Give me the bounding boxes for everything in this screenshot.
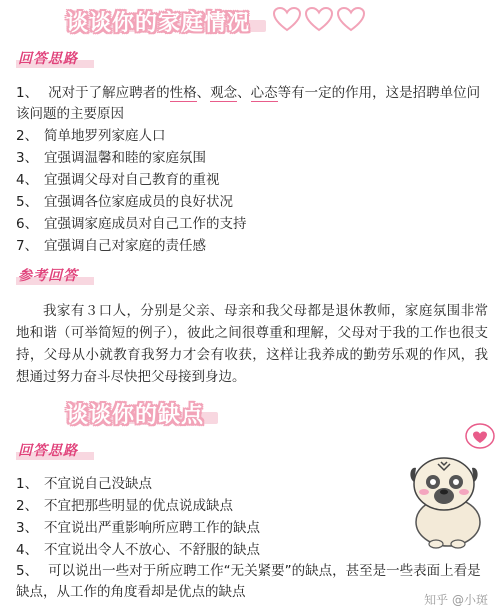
reference-answer-paragraph: 我家有３口人，分别是父亲、母亲和我父母都是退休教师，家庭氛围非常地和谐（可举简短的例子），彼此之间很尊重和理解，父母对于我的工作也很支持，父母从小就教育我努力才会有收获，这样让我养成的勤劳乐观的作风，我想通过努力奋斗尽快把父母接到身边。	[16, 303, 488, 385]
section2-item-4	[16, 540, 260, 560]
item-number: 2、	[16, 498, 39, 514]
heart-outline-icon	[272, 6, 302, 32]
item-number: 4、	[16, 542, 39, 558]
item-text: 不宜说出令人不放心、不舒服的缺点	[44, 542, 260, 558]
item-text: 宜强调各位家庭成员的良好状况	[44, 194, 233, 210]
item-text: 宜强调父母对自己教育的重视	[44, 172, 220, 188]
item-number: 7、	[16, 238, 39, 254]
item-text: 宜强调自己对家庭的责任感	[44, 238, 206, 254]
separator: 、	[196, 85, 211, 101]
separator: 、	[237, 85, 251, 101]
pug-dog-heart-icon	[400, 422, 500, 552]
item-text: 等有一定的作用，这是招聘单位问该问题的主要原因	[16, 85, 481, 122]
item-number: 5、	[16, 194, 39, 210]
section1-answer-ideas-label: 回答思路	[18, 51, 78, 67]
item-number: 1、	[16, 85, 39, 101]
item-number: 5、	[16, 563, 39, 579]
hearts-decoration	[272, 6, 366, 32]
section2-item-2	[16, 496, 233, 516]
section2-item-3	[16, 518, 260, 538]
section1-item-3	[16, 148, 206, 168]
section1-item-1	[16, 83, 488, 125]
item-number: 6、	[16, 216, 39, 232]
keyword-concept: 观念	[210, 85, 238, 101]
item-text: 不宜说出严重影响所应聘工作的缺点	[44, 520, 260, 536]
section2-answer-ideas-label: 回答思路	[18, 443, 78, 459]
item-text: 宜强调温馨和睦的家庭氛围	[44, 150, 206, 166]
heart-outline-icon	[336, 6, 366, 32]
heart-outline-icon	[304, 6, 334, 32]
section1-title: 谈谈你的家庭情况	[66, 11, 251, 36]
item-text: 况对于了解应聘者的	[48, 85, 170, 101]
item-number: 2、	[16, 128, 39, 144]
section1-reference-label: 参考回答	[18, 268, 78, 284]
keyword-mentality: 心态	[250, 85, 278, 101]
item-text: 宜强调家庭成员对自己工作的支持	[44, 216, 247, 232]
section2-item-1	[16, 474, 152, 494]
section2-item-5	[16, 561, 488, 603]
item-number: 1、	[16, 476, 39, 492]
item-text: 不宜把那些明显的优点说成缺点	[44, 498, 233, 514]
item-text: 可以说出一些对于所应聘工作“无关紧要”的缺点，甚至是一些表面上看是缺点，从工作的角度看却是优点的缺点	[16, 563, 481, 600]
item-number: 3、	[16, 520, 39, 536]
item-number: 4、	[16, 172, 39, 188]
item-number: 3、	[16, 150, 39, 166]
item-text: 简单地罗列家庭人口	[44, 128, 166, 144]
watermark: 知乎 @小斑	[424, 593, 488, 607]
item-text: 不宜说自己没缺点	[44, 476, 152, 492]
section1-item-7	[16, 236, 206, 256]
section2-title: 谈谈你的缺点	[66, 403, 205, 428]
section1-item-4	[16, 170, 220, 190]
section1-item-2	[16, 126, 166, 146]
section1-item-5	[16, 192, 233, 212]
keyword-character: 性格	[169, 85, 197, 101]
section1-item-6	[16, 214, 247, 234]
